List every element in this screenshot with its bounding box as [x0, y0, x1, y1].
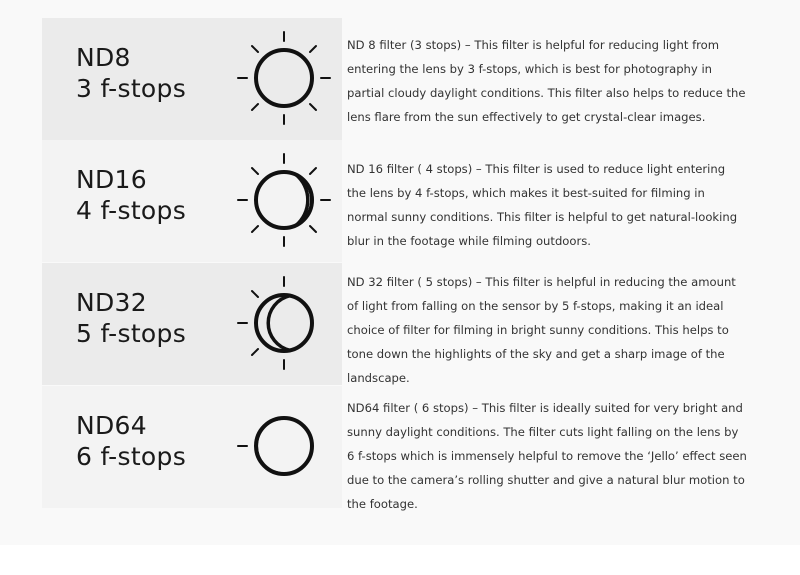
filter-stops: 5 f-stops	[76, 319, 187, 348]
filter-title	[76, 287, 186, 349]
filter-description: ND 16 filter ( 4 stops) – This filter is used to reduce light entering the lens by 4 f-stops, which makes it best-suited for filming in normal sunny conditions. This filter is helpful to get natural-looking blur in the footage while filming outdoors.	[347, 162, 738, 248]
filter-card-nd32	[42, 263, 342, 385]
filter-title	[76, 164, 186, 226]
mostly-sun-icon	[236, 152, 332, 248]
filter-description: ND 8 filter (3 stops) – This filter is helpful for reducing light from entering the lens by 3 f-stops, which is best for photography in partial cloudy daylight conditions. This filter also helps to reduce the lens flare from the sun effectively to get crystal-clear images.	[347, 38, 746, 124]
filter-card-nd8	[42, 18, 342, 140]
crescent-sun-icon	[236, 398, 332, 494]
half-sun-icon	[236, 275, 332, 371]
filter-stops: 6 f-stops	[76, 442, 187, 471]
filter-description: ND64 filter ( 6 stops) – This filter is ideally suited for very bright and sunny daylight conditions. The filter cuts light falling on the lens by 6 f-stops which is immensely helpful to remove the ‘Jello’ effect seen due to the camera’s rolling shutter and give a natural blur motion to the footage.	[347, 401, 747, 511]
filter-name: ND8	[76, 43, 131, 72]
full-sun-icon	[236, 30, 332, 126]
filter-stops: 4 f-stops	[76, 196, 187, 225]
filter-card-nd64	[42, 386, 342, 508]
filter-name: ND32	[76, 288, 147, 317]
filter-name: ND64	[76, 411, 147, 440]
filter-card-nd16	[42, 140, 342, 262]
filter-description: ND 32 filter ( 5 stops) – This filter is helpful in reducing the amount of light from falling on the sensor by 5 f-stops, making it an ideal choice of filter for filming in bright sunny conditions. This helps to tone down the highlights of the sky and get a sharp image of the landscape.	[347, 275, 736, 385]
filter-title	[76, 410, 186, 472]
filter-title	[76, 42, 186, 104]
filter-stops: 3 f-stops	[76, 74, 187, 103]
filter-name: ND16	[76, 165, 147, 194]
